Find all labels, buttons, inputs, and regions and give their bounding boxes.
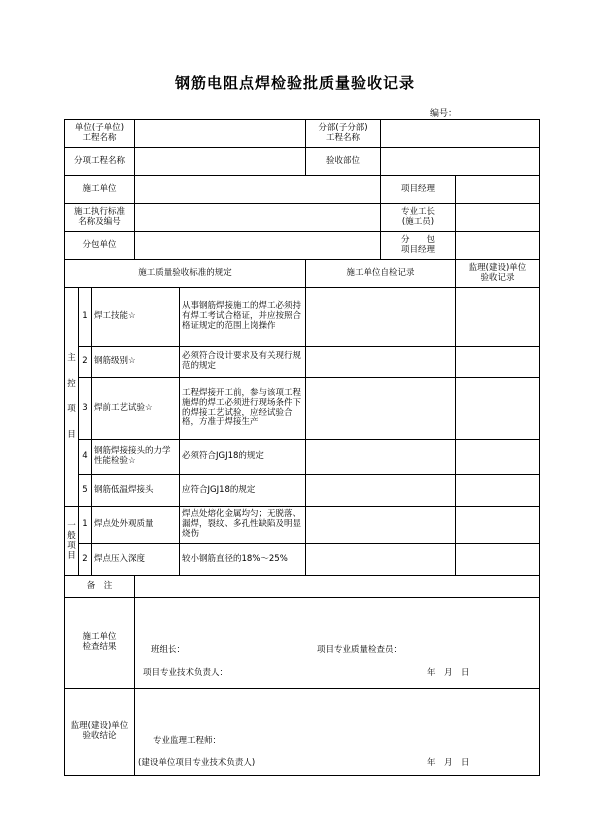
main-item-rule: 必须符合设计要求及有关现行规范的规定	[180, 347, 306, 378]
main-item-rule: 必须符合JGJ18的规定	[180, 440, 306, 475]
main-item-rule: 工程焊接开工前，参与该项工程施焊的焊工必须进行现场条件下的焊接工艺试验，应经试验合格，方准于焊接生产	[180, 378, 306, 440]
acceptance-record-table	[64, 119, 540, 776]
owner-lead-label: (建设单位项目专业技术负责人)	[138, 758, 256, 768]
main-item-no: 4	[79, 440, 92, 475]
main-item-supervision[interactable]	[456, 288, 540, 347]
item-name-label: 分项工程名称	[65, 148, 135, 176]
main-item-supervision[interactable]	[456, 378, 540, 440]
sub-unit-name-value[interactable]	[381, 120, 540, 148]
project-manager-value[interactable]	[456, 176, 540, 204]
main-item-no: 3	[79, 378, 92, 440]
supervision-engineer-label: 专业监理工程师：	[153, 736, 222, 746]
tech-lead-label: 项目专业技术负责人：	[143, 668, 229, 678]
supervision-column-header: 监理(建设)单位 验收记录	[456, 260, 540, 288]
subcontract-unit-label: 分包单位	[65, 232, 135, 260]
general-item-supervision[interactable]	[456, 507, 540, 544]
project-manager-label: 项目经理	[381, 176, 456, 204]
main-item-name: 焊前工艺试验☆	[92, 378, 180, 440]
supervision-conclusion-label: 监理(建设)单位 验收结论	[65, 689, 135, 776]
main-item-supervision[interactable]	[456, 347, 540, 378]
general-item-rule: 焊点处熔化金属均匀；无脱落、漏焊，裂纹、多孔性缺陷及明显烧伤	[180, 507, 306, 544]
main-item-self-check[interactable]	[306, 440, 456, 475]
main-item-name: 钢筋低温焊接头	[92, 475, 180, 507]
standard-label: 施工执行标准 名称及编号	[65, 204, 135, 232]
general-item-supervision[interactable]	[456, 544, 540, 576]
construction-unit-value[interactable]	[135, 176, 381, 204]
item-name-value[interactable]	[135, 148, 306, 176]
general-item-name: 焊点处外观质量	[92, 507, 180, 544]
foreman-value[interactable]	[456, 204, 540, 232]
main-control-group-label: 主 控 项 目	[65, 288, 79, 507]
main-item-name: 钢筋级别☆	[92, 347, 180, 378]
quality-inspector-label: 项目专业质量检查员：	[317, 645, 403, 655]
main-item-name: 焊工技能☆	[92, 288, 180, 347]
general-item-rule: 较小钢筋直径的18%～25%	[180, 544, 306, 576]
general-item-no: 1	[79, 507, 92, 544]
construction-unit-label: 施工单位	[65, 176, 135, 204]
unit-name-value[interactable]	[135, 120, 306, 148]
unit-name-label: 单位(子单位) 工程名称	[65, 120, 135, 148]
main-item-name: 钢筋焊接接头的力学性能检验☆	[92, 440, 180, 475]
remarks-label: 备 注	[65, 576, 135, 598]
acceptance-part-label: 验收部位	[306, 148, 381, 176]
foreman-label: 专业工长 (施工员)	[381, 204, 456, 232]
subcontract-manager-value[interactable]	[456, 232, 540, 260]
code-label: 编号：	[430, 109, 458, 119]
standard-value[interactable]	[135, 204, 381, 232]
construction-check-area[interactable]	[135, 598, 540, 689]
main-item-self-check[interactable]	[306, 347, 456, 378]
remarks-value[interactable]	[135, 576, 540, 598]
acceptance-part-value[interactable]	[381, 148, 540, 176]
general-item-self-check[interactable]	[306, 544, 456, 576]
self-check-column-header: 施工单位自检记录	[306, 260, 456, 288]
main-item-self-check[interactable]	[306, 475, 456, 507]
general-item-no: 2	[79, 544, 92, 576]
main-item-no: 1	[79, 288, 92, 347]
main-item-rule: 从事钢筋焊接施工的焊工必须持有焊工考试合格证，并应按照合格证规定的范围上岗操作	[180, 288, 306, 347]
main-item-supervision[interactable]	[456, 475, 540, 507]
sub-unit-name-label: 分部(子分部) 工程名称	[306, 120, 381, 148]
supervision-date-label: 年 月 日	[427, 758, 470, 768]
main-item-no: 5	[79, 475, 92, 507]
main-item-self-check[interactable]	[306, 378, 456, 440]
main-item-rule: 应符合JGJ18的规定	[180, 475, 306, 507]
subcontract-unit-value[interactable]	[135, 232, 381, 260]
supervision-conclusion-area[interactable]	[135, 689, 540, 776]
general-group-label: 一 般 项 目	[65, 507, 79, 576]
main-item-no: 2	[79, 347, 92, 378]
general-item-self-check[interactable]	[306, 507, 456, 544]
main-item-self-check[interactable]	[306, 288, 456, 347]
page-title: 钢筋电阻点焊检验批质量验收记录	[174, 74, 415, 92]
general-item-name: 焊点压入深度	[92, 544, 180, 576]
team-leader-label: 班组长：	[151, 645, 186, 655]
main-item-supervision[interactable]	[456, 440, 540, 475]
construction-date-label: 年 月 日	[427, 668, 470, 678]
subcontract-manager-label: 分 包 项目经理	[381, 232, 456, 260]
construction-check-label: 施工单位 检查结果	[65, 598, 135, 689]
spec-column-header: 施工质量验收标准的规定	[65, 260, 306, 288]
